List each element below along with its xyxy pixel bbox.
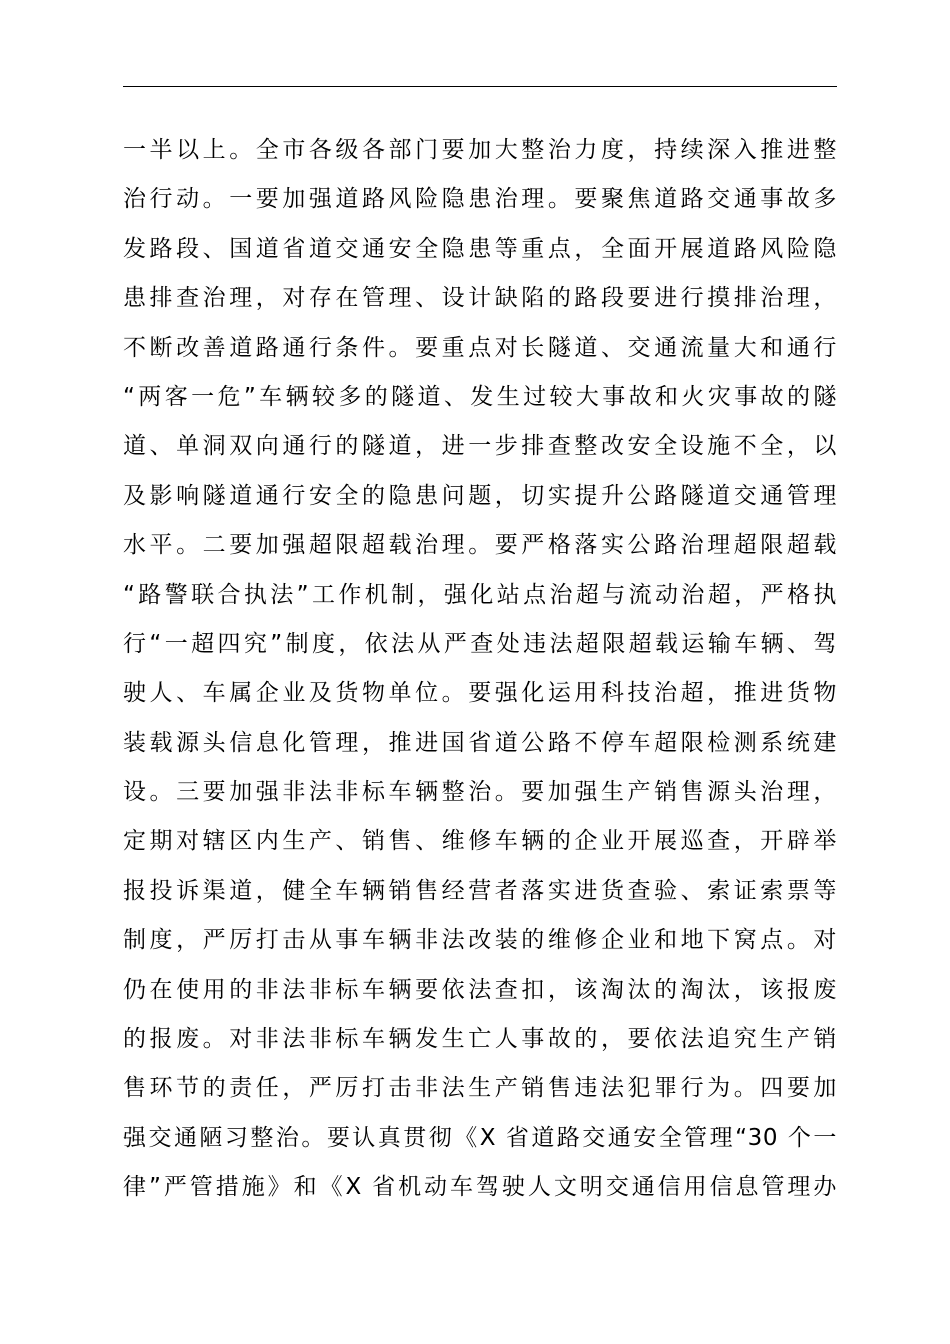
text-line: 水平。二要加强超限超载治理。要严格落实公路治理超限超载	[123, 532, 837, 559]
text-line: “两客一危”车辆较多的隧道、发生过较大事故和火灾事故的隧	[123, 383, 837, 410]
text-line: 治行动。一要加强道路风险隐患治理。要聚焦道路交通事故多	[123, 186, 837, 213]
text-line: 售环节的责任，严厉打击非法生产销售违法犯罪行为。四要加	[123, 1075, 837, 1102]
text-line: 一半以上。全市各级各部门要加大整治力度，持续深入推进整	[123, 137, 837, 163]
text-line: 制度，严厉打击从事车辆非法改装的维修企业和地下窝点。对	[123, 927, 837, 954]
text-line: 的报废。对非法非标车辆发生亡人事故的，要依法追究生产销	[123, 1026, 837, 1053]
text-line: 患排查治理，对存在管理、设计缺陷的路段要进行摸排治理，	[123, 285, 837, 312]
text-line: “路警联合执法”工作机制，强化站点治超与流动治超，严格执	[123, 581, 837, 608]
text-line: 律”严管措施》和《X 省机动车驾驶人文明交通信用信息管理办	[123, 1174, 837, 1201]
text-line: 不断改善道路通行条件。要重点对长隧道、交通流量大和通行	[123, 334, 837, 361]
text-line: 定期对辖区内生产、销售、维修车辆的企业开展巡查，开辟举	[123, 828, 837, 855]
text-line: 设。三要加强非法非标车辆整治。要加强生产销售源头治理，	[123, 779, 837, 806]
header-rule	[123, 86, 837, 87]
text-line: 道、单洞双向通行的隧道，进一步排查整改安全设施不全，以	[123, 433, 837, 460]
text-line: 行“一超四究”制度，依法从严查处违法超限超载运输车辆、驾	[123, 630, 837, 657]
text-line: 驶人、车属企业及货物单位。要强化运用科技治超，推进货物	[123, 680, 837, 707]
text-line: 报投诉渠道，健全车辆销售经营者落实进货查验、索证索票等	[123, 877, 837, 904]
text-line: 强交通陋习整治。要认真贯彻《X 省道路交通安全管理“30 个一	[123, 1124, 837, 1151]
body-text	[123, 126, 837, 1213]
text-line: 仍在使用的非法非标车辆要依法查扣，该淘汰的淘汰，该报废	[123, 976, 837, 1003]
text-line: 装载源头信息化管理，推进国省道公路不停车超限检测系统建	[123, 729, 837, 756]
text-line: 发路段、国道省道交通安全隐患等重点，全面开展道路风险隐	[123, 235, 837, 262]
text-line: 及影响隧道通行安全的隐患问题，切实提升公路隧道交通管理	[123, 482, 837, 509]
